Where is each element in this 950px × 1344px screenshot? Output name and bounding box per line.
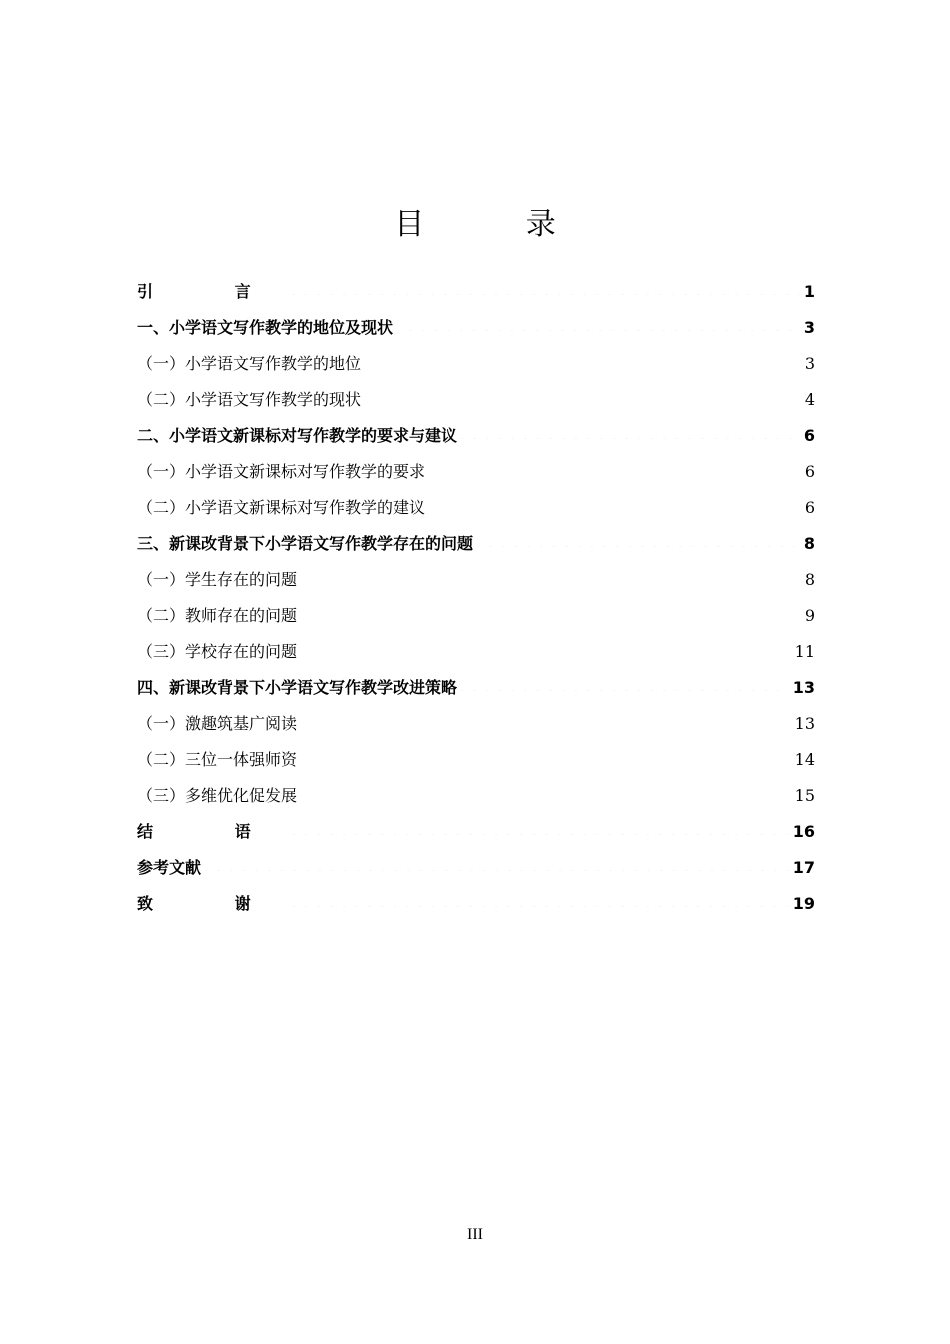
toc-entry-section-1-1[interactable] [137,346,815,382]
toc-entry-chapter-2[interactable] [137,418,815,454]
toc-entry-page: 1 [803,282,815,301]
toc-entry-label: （三）学校存在的问题 [137,642,298,661]
toc-entry-section-3-3[interactable] [137,634,815,670]
toc-leader-dots [459,671,791,691]
toc-entry-page: 19 [792,894,815,913]
toc-leader-dots [299,563,803,583]
toc-entry-page: 8 [804,570,815,589]
toc-entry-label: （二）教师存在的问题 [137,606,298,625]
toc-entry-references[interactable] [137,850,815,886]
toc-leader-dots [395,311,802,331]
toc-entry-section-4-2[interactable] [137,742,815,778]
toc-leader-dots [475,527,802,547]
toc-entry-page: 11 [794,642,815,661]
toc-leader-dots [203,851,791,871]
toc-entry-label: （一）激趣筑基广阅读 [137,714,298,733]
toc-entry-chapter-1[interactable] [137,310,815,346]
page-title: 目 录 [394,207,602,242]
toc-entry-chapter-4[interactable] [137,670,815,706]
table-of-contents [137,274,815,922]
toc-entry-page: 8 [803,534,815,553]
toc-entry-page: 6 [804,462,815,481]
toc-entry-label: （一）小学语文写作教学的地位 [137,354,362,373]
toc-entry-label: （一）学生存在的问题 [137,570,298,589]
toc-leader-dots [299,707,793,727]
toc-entry-label: 致 谢 [137,894,289,913]
toc-entry-page: 6 [804,498,815,517]
toc-leader-dots [299,779,793,799]
toc-entry-section-4-1[interactable] [137,706,815,742]
toc-entry-label: （二）小学语文写作教学的现状 [137,390,362,409]
toc-entry-section-3-1[interactable] [137,562,815,598]
toc-leader-dots [427,455,803,475]
toc-entry-page: 13 [794,714,815,733]
toc-entry-section-2-1[interactable] [137,454,815,490]
toc-entry-label: （二）小学语文新课标对写作教学的建议 [137,498,426,517]
toc-entry-label: 一、小学语文写作教学的地位及现状 [137,318,394,337]
toc-entry-label: 参考文献 [137,858,202,877]
toc-leader-dots [291,887,791,907]
toc-entry-page: 6 [803,426,815,445]
toc-entry-introduction[interactable] [137,274,815,310]
toc-entry-label: （一）小学语文新课标对写作教学的要求 [137,462,426,481]
toc-entry-section-2-2[interactable] [137,490,815,526]
toc-leader-dots [459,419,802,439]
toc-leader-dots [299,635,793,655]
toc-leader-dots [427,491,803,511]
toc-entry-label: 结 语 [137,822,289,841]
toc-entry-page: 13 [792,678,815,697]
toc-entry-page: 9 [804,606,815,625]
toc-leader-dots [299,743,793,763]
toc-entry-conclusion[interactable] [137,814,815,850]
toc-leader-dots [291,815,791,835]
toc-entry-page: 3 [803,318,815,337]
toc-entry-section-1-2[interactable] [137,382,815,418]
toc-entry-label: （三）多维优化促发展 [137,786,298,805]
toc-entry-label: 引 言 [137,282,289,301]
toc-entry-section-4-3[interactable] [137,778,815,814]
toc-entry-label: 四、新课改背景下小学语文写作教学改进策略 [137,678,458,697]
toc-entry-page: 17 [792,858,815,877]
toc-leader-dots [291,275,802,295]
toc-entry-page: 4 [804,390,815,409]
toc-entry-page: 16 [792,822,815,841]
toc-entry-page: 14 [794,750,815,769]
toc-leader-dots [363,347,803,367]
page-number-footer: III [467,1226,483,1243]
toc-entry-page: 3 [804,354,815,373]
toc-entry-label: （二）三位一体强师资 [137,750,298,769]
toc-entry-label: 三、新课改背景下小学语文写作教学存在的问题 [137,534,474,553]
toc-entry-page: 15 [794,786,815,805]
toc-entry-label: 二、小学语文新课标对写作教学的要求与建议 [137,426,458,445]
toc-entry-section-3-2[interactable] [137,598,815,634]
toc-entry-acknowledgements[interactable] [137,886,815,922]
toc-leader-dots [299,599,803,619]
toc-entry-chapter-3[interactable] [137,526,815,562]
toc-leader-dots [363,383,803,403]
